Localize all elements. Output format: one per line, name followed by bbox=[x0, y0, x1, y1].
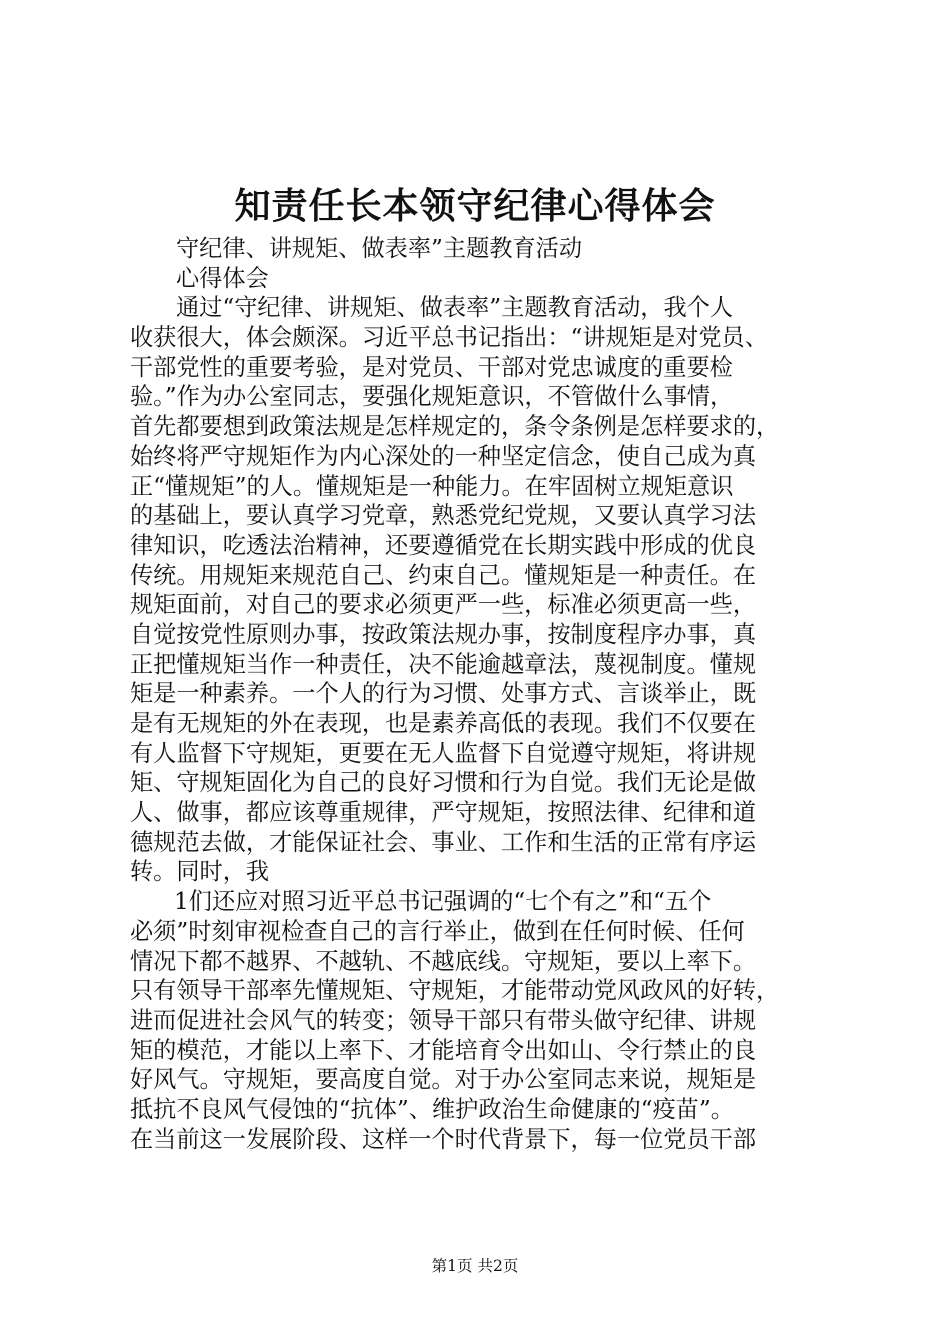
text-line: 自觉按党性原则办事，按政策法规办事，按制度程序办事，真 bbox=[130, 620, 757, 648]
text-line: 矩的模范，才能以上率下、才能培育令出如山、令行禁止的良 bbox=[130, 1036, 757, 1064]
text-line: 好风气。守规矩，要高度自觉。对于办公室同志来说，规矩是 bbox=[130, 1066, 757, 1094]
text-line: 转。同时，我 bbox=[130, 858, 270, 886]
text-line: 通过“守纪律、讲规矩、做表率”主题教育活动，我个人 bbox=[176, 294, 734, 322]
document-title: 知责任长本领守纪律心得体会 bbox=[234, 186, 716, 227]
text-line: 必须”时刻审视检查自己的言行举止，做到在任何时候、任何 bbox=[130, 917, 745, 945]
text-line: 验。”作为办公室同志，要强化规矩意识，不管做什么事情， bbox=[130, 383, 734, 411]
paragraph-1 bbox=[130, 293, 830, 887]
text-line: 干部党性的重要考验，是对党员、干部对党忠诚度的重要检 bbox=[130, 353, 733, 381]
text-line: 进而促进社会风气的转变；领导干部只有带头做守纪律、讲规 bbox=[130, 1006, 757, 1034]
text-line: 1们还应对照习近平总书记强调的“七个有之”和“五个 bbox=[174, 888, 712, 916]
text-line: 只有领导干部率先懂规矩、守规矩，才能带动党风政风的好转， bbox=[130, 977, 780, 1005]
text-line: 抵抗不良风气侵蚀的“抗体”、维护政治生命健康的“疫苗”。 bbox=[130, 1095, 734, 1123]
document-body bbox=[130, 234, 830, 1154]
text-line: 律知识，吃透法治精神，还要遵循党在长期实践中形成的优良 bbox=[130, 531, 757, 559]
text-line: 矩是一种素养。一个人的行为习惯、处事方式、言谈举止，既 bbox=[130, 680, 757, 708]
text-line: 矩、守规矩固化为自己的良好习惯和行为自觉。我们无论是做 bbox=[130, 769, 757, 797]
text-line: 规矩面前，对自己的要求必须更严一些，标准必须更高一些， bbox=[130, 591, 757, 619]
text-line: 人、做事，都应该尊重规律，严守规矩，按照法律、纪律和道 bbox=[130, 799, 757, 827]
text-line: 的基础上，要认真学习党章，熟悉党纪党规，又要认真学习法 bbox=[130, 502, 757, 530]
text-line: 德规范去做，才能保证社会、事业、工作和生活的正常有序运 bbox=[130, 828, 757, 856]
text-line: 有人监督下守规矩，更要在无人监督下自觉遵守规矩，将讲规 bbox=[130, 739, 757, 767]
page-footer: 第1页 共2页 bbox=[431, 1257, 519, 1275]
text-line: 正把懂规矩当作一种责任，决不能逾越章法，蔑视制度。懂规 bbox=[130, 650, 757, 678]
text-line: 传统。用规矩来规范自己、约束自己。懂规矩是一种责任。在 bbox=[130, 561, 757, 589]
intro-line: 心得体会 bbox=[176, 264, 269, 292]
text-line: 收获很大，体会颇深。习近平总书记指出：“讲规矩是对党员、 bbox=[130, 324, 768, 352]
text-line: 始终将严守规矩作为内心深处的一种坚定信念，使自己成为真 bbox=[130, 442, 757, 470]
text-line: 是有无规矩的外在表现，也是素养高低的表现。我们不仅要在 bbox=[130, 710, 757, 737]
text-line: 首先都要想到政策法规是怎样规定的，条令条例是怎样要求的， bbox=[130, 413, 780, 441]
text-line: 在当前这一发展阶段、这样一个时代背景下，每一位党员干部 bbox=[130, 1125, 757, 1153]
text-line: 正“懂规矩”的人。懂规矩是一种能力。在牢固树立规矩意识 bbox=[130, 472, 734, 500]
paragraph-2 bbox=[130, 887, 830, 1154]
intro-line: 守纪律、讲规矩、做表率”主题教育活动 bbox=[176, 235, 583, 262]
text-line: 情况下都不越界、不越轨、不越底线。守规矩，要以上率下。 bbox=[130, 947, 757, 975]
